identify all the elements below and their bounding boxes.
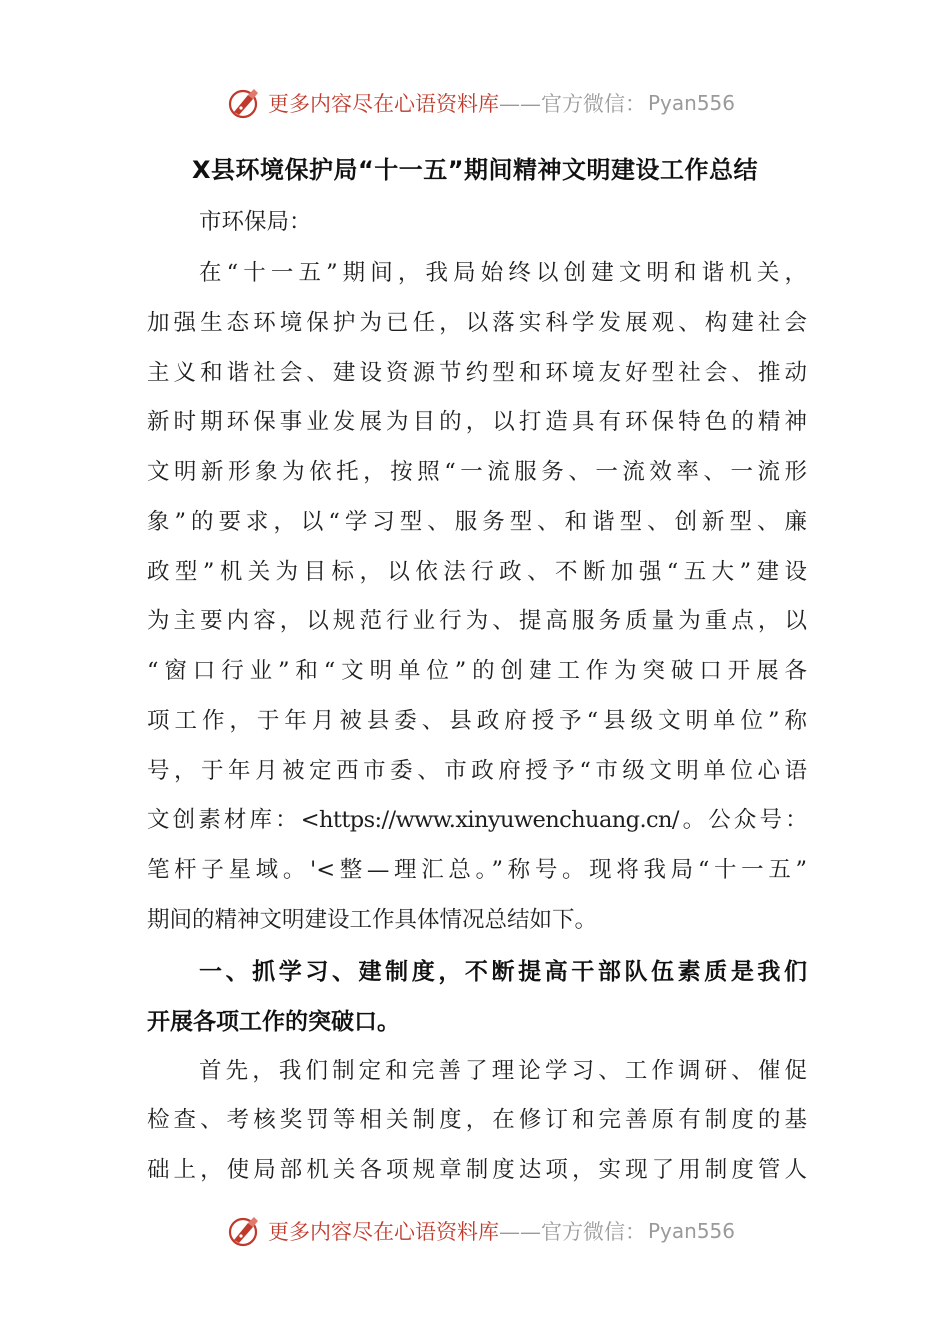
paragraph-line: 检查、考核奖罚等相关制度，在修订和完善原有制度的基 <box>147 1107 807 1133</box>
paragraph-line: 期间的精神文明建设工作具体情况总结如下。 <box>147 907 598 933</box>
pen-nib-logo-icon <box>226 85 262 121</box>
paragraph-line: 号，于年月被定西市委、市政府授予“市级文明单位心语 <box>147 758 807 784</box>
document-title: X县环境保护局“十一五”期间精神文明建设工作总结 <box>191 156 759 184</box>
paragraph-line: 主义和谐社会、建设资源节约型和环境友好型社会、推动 <box>147 360 807 386</box>
paragraph-line: 文创素材库：<https://www.xinyuwenchuang.cn/。公众号： <box>147 807 807 833</box>
pen-nib-logo-icon <box>226 1213 262 1249</box>
paragraph-line: 新时期环保事业发展为目的，以打造具有环保特色的精神 <box>147 409 807 435</box>
paragraph-line: 政型”机关为目标，以依法行政、不断加强“五大”建设 <box>147 559 807 585</box>
watermark-official-label: ——官方微信： <box>499 92 646 116</box>
watermark-wechat-id: Pyan556 <box>648 91 736 115</box>
salutation: 市环保局： <box>199 209 312 235</box>
watermark-brand-text: 更多内容尽在心语资料库 <box>268 1220 499 1244</box>
header-watermark-banner <box>0 82 950 122</box>
watermark-wechat-id: Pyan556 <box>648 1219 736 1243</box>
watermark-official-label: ——官方微信： <box>499 1220 646 1244</box>
paragraph-line: 础上，使局部机关各项规章制度达项，实现了用制度管人 <box>147 1157 807 1183</box>
paragraph-line: 首先，我们制定和完善了理论学习、工作调研、催促 <box>199 1058 807 1084</box>
paragraph-line: “窗口行业”和“文明单位”的创建工作为突破口开展各 <box>147 658 807 684</box>
section-heading: 一、抓学习、建制度，不断提高干部队伍素质是我们 <box>199 959 807 985</box>
paragraph-line: 为主要内容，以规范行业行为、提高服务质量为重点，以 <box>147 608 807 634</box>
paragraph-line: 笔杆子星域。'<整—理汇总。”称号。现将我局“十一五” <box>147 857 807 883</box>
footer-watermark-banner <box>0 1210 950 1250</box>
paragraph-line: 在“十一五”期间，我局始终以创建文明和谐机关， <box>199 260 807 286</box>
section-heading: 开展各项工作的突破口。 <box>147 1009 400 1035</box>
watermark-brand-text: 更多内容尽在心语资料库 <box>268 92 499 116</box>
paragraph-line: 加强生态环境保护为已任，以落实科学发展观、构建社会 <box>147 310 807 336</box>
paragraph-line: 象”的要求，以“学习型、服务型、和谐型、创新型、廉 <box>147 509 807 535</box>
paragraph-line: 项工作，于年月被县委、县政府授予“县级文明单位”称 <box>147 708 807 734</box>
paragraph-line: 文明新形象为依托，按照“一流服务、一流效率、一流形 <box>147 459 807 485</box>
